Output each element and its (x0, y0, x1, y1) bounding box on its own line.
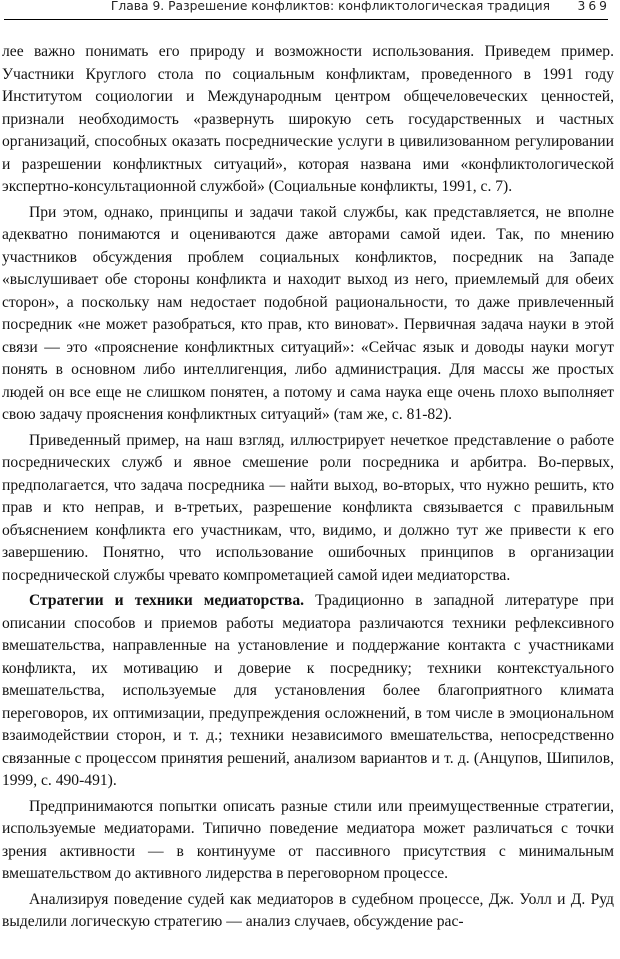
running-header (2, 0, 614, 20)
header-rule (4, 19, 608, 20)
section-run-in-heading: Стратегии и техники медиаторства. (29, 592, 305, 609)
paragraph: Анализируя поведение судей как медиаторов в судебном процессе, Дж. Уолл и Д. Руд выделили логическую стратегию — анализ случаев, обсуждение рас- (2, 890, 614, 930)
body-text (2, 41, 614, 934)
page-number: 369 (577, 0, 610, 13)
paragraph-text: Традиционно в западной литературе при описании способов и приемов работы медиатора различаются техники рефлексивного вмешательства, направленные на установление и поддержание контакта с участниками конфликта, их мотивацию и доверие к посреднику; техники контекстуального вмешательства, используемые для установления более благоприятного климата переговоров, их оптимизации, предупреждения осложнений, в том числе в эмоциональном взаимодействии сторон, и т. д.; техники независимого вмешательства, непосредственно связанные с процессом принятия решений, анализом вариантов и т. д. (Анцупов, Шипилов, 1999, с. 490-491). (2, 592, 614, 789)
paragraph: лее важно понимать его природу и возможности использования. Приведем пример. Участники Круглого стола по социальным конфликтам, проведенного в 1991 году Институтом социологии и Международным центром общечеловеческих ценностей, признали необходимость «развернуть широкую сеть государственных и частных организаций, способных оказать посреднические услуги в цивилизованном регулировании и разрешении конфликтных ситуаций», которая названа ими «конфликтологической экспертно-консультационной службой» (Социальные конфликты, 1991, с. 7). (2, 43, 614, 195)
chapter-title: Глава 9. Разрешение конфликтов: конфликтологическая традиция (110, 0, 550, 13)
paragraph-with-heading (2, 590, 614, 793)
paragraph: При этом, однако, принципы и задачи такой службы, как представляется, не вполне адекватно понимаются и оцениваются даже авторами самой идеи. Так, по мнению участников обсуждения проблем социальных конфликтов, посредник на Западе «выслушивает обе стороны конфликта и находит выход из него, приемлемый для обеих сторон», а поскольку нам недостает подобной рациональности, то даже привлеченный посредник «не может разобраться, кто прав, кто виноват». Первичная задача науки в этой связи — это «прояснение конфликтных ситуаций»: «Сейчас язык и доводы науки могут понять в основном либо интеллигенция, либо администрация. Для массы же простых людей он все еще не слишком понятен, а потому и сама наука еще очень плохо выполняет свою задачу прояснения конфликтных ситуаций» (там же, с. 81-82). (2, 203, 614, 423)
paragraph: Приведенный пример, на наш взгляд, иллюстрирует нечеткое представление о работе посреднических служб и явное смешение роли посредника и арбитра. Во-первых, предполагается, что задача посредника — найти выход, во-вторых, что нужно решить, кто прав и кто неправ, и в-третьих, разрешение конфликта связывается с правильным объяснением конфликта его участникам, что, видимо, и должно тут же привести к его завершению. Понятно, что использование ошибочных принципов в организации посреднической службы чревато компрометацией самой идеи медиаторства. (2, 431, 614, 584)
paragraph: Предпринимаются попытки описать разные стили или преимущественные стратегии, используемые медиаторами. Типично поведение медиатора может различаться с точки зрения активности — в континууме от пассивного присутствия с минимальным вмешательством до активного лидерства в переговорном процессе. (2, 797, 614, 882)
